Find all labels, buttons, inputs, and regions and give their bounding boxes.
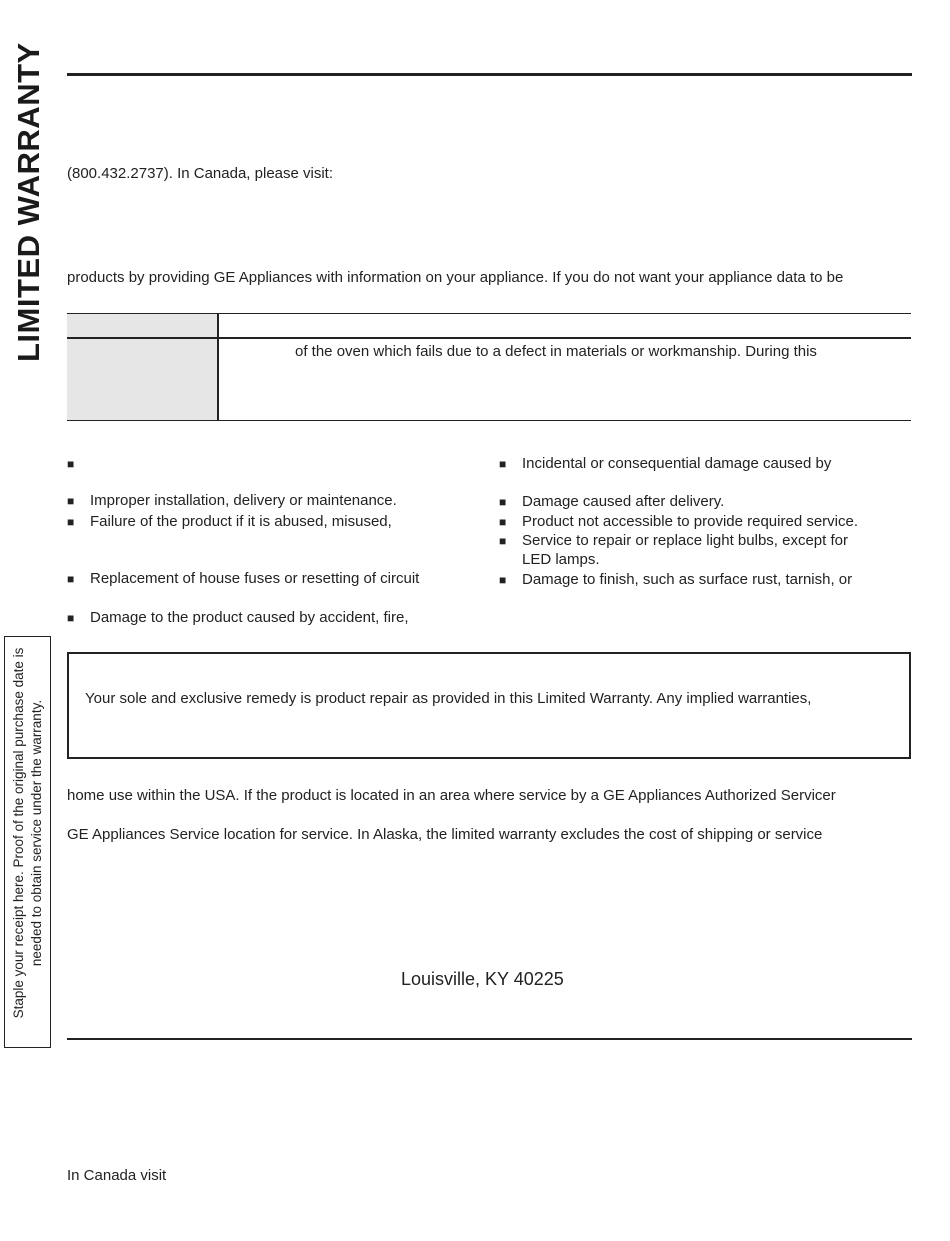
warranty-title: LIMITED WARRANTY xyxy=(11,42,46,362)
left-bullet-4: ■ xyxy=(67,572,75,586)
coverage-line-2: GE Appliances Service location for service. In Alaska, the limited warranty excludes the cost of shipping or service xyxy=(67,826,823,843)
table-column-divider xyxy=(217,314,219,420)
left-bullet-3: ■ xyxy=(67,515,75,529)
left-exclusion-5: Damage to the product caused by accident, fire, xyxy=(90,609,409,626)
phone-line: (800.432.2737). In Canada, please visit: xyxy=(67,165,334,182)
left-bullet-2: ■ xyxy=(67,494,75,508)
right-bullet-3: ■ xyxy=(499,515,507,529)
left-exclusion-4: Replacement of house fuses or resetting of circuit xyxy=(90,570,420,587)
left-bullet-5: ■ xyxy=(67,611,75,625)
left-exclusion-3: Failure of the product if it is abused, misused, xyxy=(90,513,392,530)
right-exclusion-4: Service to repair or replace light bulbs, except for xyxy=(522,532,848,549)
right-bullet-5: ■ xyxy=(499,573,507,587)
canada-visit-line: In Canada visit xyxy=(67,1167,167,1184)
right-exclusion-2: Damage caused after delivery. xyxy=(522,493,725,510)
right-exclusion-4-cont: LED lamps. xyxy=(522,551,600,568)
right-bullet-2: ■ xyxy=(499,495,507,509)
table-header-cell-shade xyxy=(67,314,217,337)
right-exclusion-1: Incidental or consequential damage caused by xyxy=(522,455,832,472)
left-exclusion-2: Improper installation, delivery or maintenance. xyxy=(90,492,397,509)
top-divider xyxy=(67,73,912,76)
coverage-line-1: home use within the USA. If the product is located in an area where service by a GE Appliances Authorized Servicer xyxy=(67,787,836,804)
receipt-note: Staple your receipt here. Proof of the original purchase date is needed to obtain service under the warranty. xyxy=(11,647,44,1019)
table-header-divider xyxy=(67,337,911,339)
right-bullet-1: ■ xyxy=(499,457,507,471)
right-exclusion-5: Damage to finish, such as surface rust, tarnish, or xyxy=(522,571,853,588)
data-sharing-line: products by providing GE Appliances with information on your appliance. If you do not want your appliance data to be xyxy=(67,269,844,286)
right-bullet-4: ■ xyxy=(499,534,507,548)
exclusive-remedy-text: Your sole and exclusive remedy is product repair as provided in this Limited Warranty. Any implied warranties, xyxy=(85,690,812,707)
warranty-table xyxy=(67,313,911,421)
exclusive-remedy-box xyxy=(67,652,911,759)
bottom-divider xyxy=(67,1038,912,1040)
warrantor-address: Louisville, KY 40225 xyxy=(401,969,564,989)
right-exclusion-3: Product not accessible to provide required service. xyxy=(522,513,859,530)
table-row-text: of the oven which fails due to a defect in materials or workmanship. During this xyxy=(295,343,817,360)
left-bullet-1: ■ xyxy=(67,457,75,471)
table-row-cell-shade xyxy=(67,339,217,420)
